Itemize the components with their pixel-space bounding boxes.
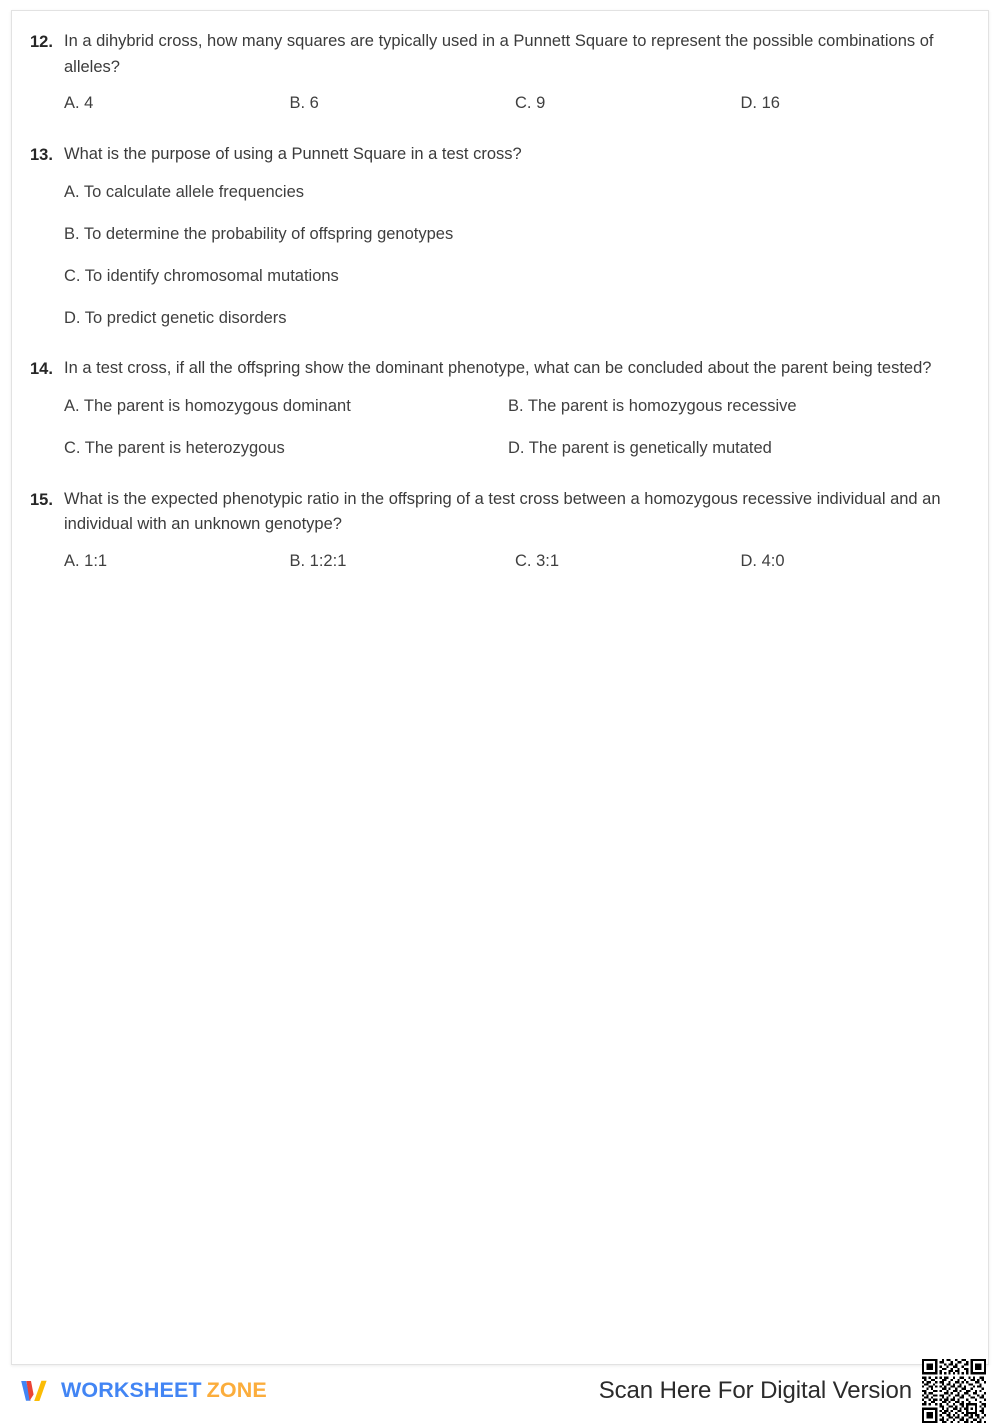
question-block — [30, 356, 966, 464]
worksheet-zone-w-mark-icon — [18, 1374, 52, 1408]
answer-option[interactable]: A. 4 — [64, 94, 94, 113]
page-footer — [0, 1368, 1000, 1414]
worksheet-page — [11, 10, 989, 1365]
question-number: 14. — [30, 360, 53, 379]
answer-option[interactable]: A. 1:1 — [64, 551, 108, 570]
question-block — [30, 29, 966, 120]
answer-option[interactable]: B. To determine the probability of offspring genotypes — [64, 225, 454, 244]
question-body — [64, 142, 966, 335]
option-group — [64, 549, 966, 574]
answer-option[interactable]: D. 4:0 — [740, 551, 785, 570]
worksheet-zone-logo[interactable] — [18, 1374, 267, 1408]
answer-option[interactable]: D. 16 — [740, 94, 780, 113]
question-body — [64, 356, 966, 464]
option-group — [64, 91, 966, 116]
qr-code-icon[interactable] — [922, 1359, 986, 1423]
question-text: In a dihybrid cross, how many squares are typically used in a Punnett Square to represent the possible combinations of alleles? — [64, 32, 934, 76]
option-group — [64, 180, 966, 330]
question-number: 12. — [30, 33, 53, 51]
question-list — [12, 11, 988, 577]
question-text: What is the purpose of using a Punnett Square in a test cross? — [64, 144, 522, 163]
answer-option[interactable]: C. 3:1 — [515, 551, 560, 570]
answer-option[interactable]: C. The parent is heterozygous — [64, 438, 285, 457]
answer-option[interactable]: A. The parent is homozygous dominant — [64, 397, 351, 415]
question-block — [30, 487, 966, 578]
answer-option[interactable]: C. To identify chromosomal mutations — [64, 266, 339, 285]
answer-option[interactable]: D. The parent is genetically mutated — [508, 438, 772, 457]
answer-option[interactable]: D. To predict genetic disorders — [64, 308, 287, 327]
answer-option[interactable]: B. 6 — [289, 94, 319, 113]
question-text: In a test cross, if all the offspring show the dominant phenotype, what can be concluded about the parent being tested? — [64, 359, 932, 378]
question-body — [64, 487, 966, 578]
answer-option[interactable]: B. 1:2:1 — [289, 551, 347, 570]
logo-word-worksheet: WORKSHEET — [61, 1378, 202, 1403]
logo-wordmark — [61, 1380, 267, 1402]
question-body — [64, 29, 966, 120]
question-number: 13. — [30, 145, 53, 164]
logo-word-zone: ZONE — [206, 1378, 267, 1403]
option-group — [64, 394, 966, 461]
question-block — [30, 142, 966, 335]
scan-here-label: Scan Here For Digital Version — [598, 1377, 912, 1404]
question-text: What is the expected phenotypic ratio in the offspring of a test cross between a homozygous recessive individual and an individual with an unknown genotype? — [64, 489, 941, 534]
answer-option[interactable]: B. The parent is homozygous recessive — [508, 397, 797, 415]
answer-option[interactable]: C. 9 — [515, 94, 546, 113]
answer-option[interactable]: A. To calculate allele frequencies — [64, 183, 305, 202]
question-number: 15. — [30, 490, 53, 509]
